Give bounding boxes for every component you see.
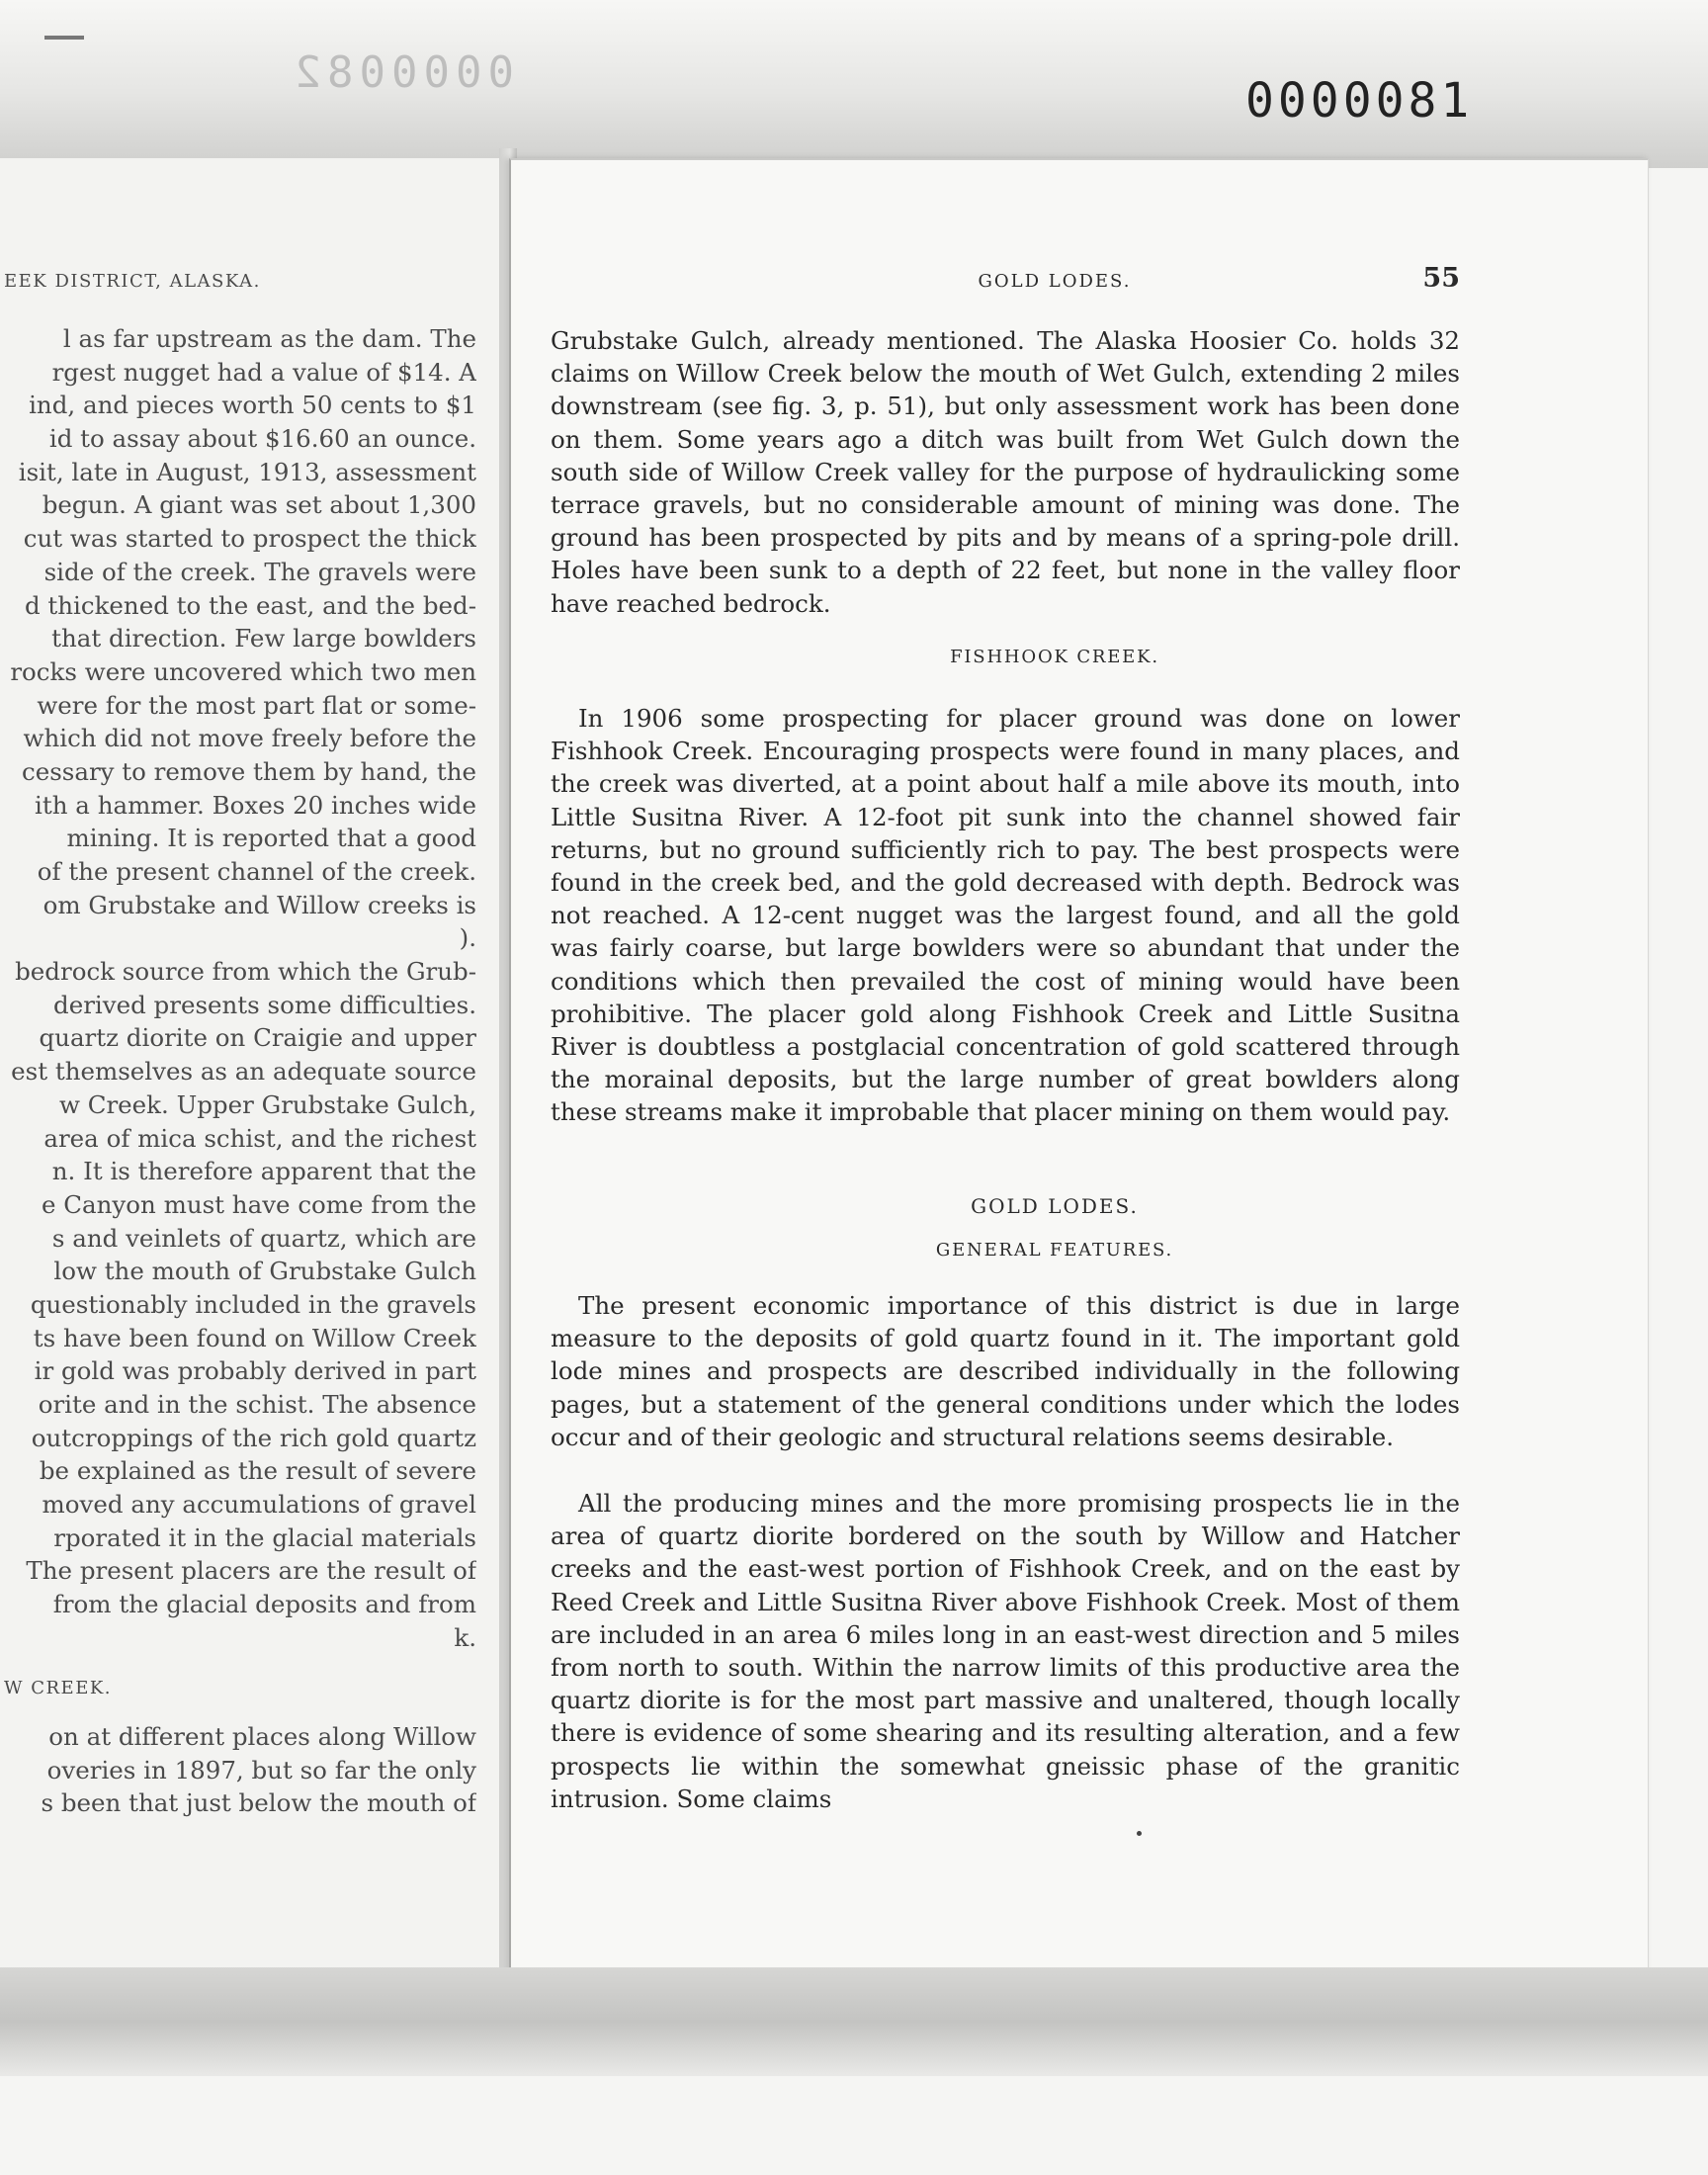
left-line: orite and in the schist. The absence: [38, 1390, 476, 1419]
left-line: d thickened to the east, and the bed-: [24, 590, 476, 620]
left-line: om Grubstake and Willow creeks is: [43, 890, 476, 919]
left-line: be explained as the result of severe: [39, 1456, 476, 1486]
left-line: outcroppings of the rich gold quartz: [31, 1423, 476, 1452]
left-line: k.: [454, 1622, 476, 1652]
left-line: quartz diorite on Craigie and upper: [39, 1023, 476, 1053]
left-line: e Canyon must have come from the: [42, 1189, 476, 1219]
left-line: isit, late in August, 1913, assessment: [18, 457, 476, 486]
heading-gold-lodes: GOLD LODES.: [971, 1194, 1139, 1218]
left-line: moved any accumulations of gravel: [42, 1490, 476, 1520]
paragraph-grubstake: Grubstake Gulch, already mentioned. The Alaska Hoosier Co. holds 32 claims on Willow Creek below the mouth of Wet Gulch, extending 2 miles downstream (see fig. 3, p. 51), but only assessment work has been done on them. Some years ago a ditch was built from Wet Gulch down the south side of Willow Creek valley for the purpose of hydraulicking some terrace gravels, but no considerable amount of mining was done. The ground has been prospected by pits and by means of a spring-pole drill. Holes have been sunk to a depth of 22 feet, but none in the valley floor have reached bedrock.: [551, 326, 1460, 618]
left-line: bedrock source from which the Grub-: [15, 957, 476, 987]
left-subheading: W CREEK.: [4, 1678, 112, 1698]
left-line: s been that just below the mouth of: [41, 1788, 476, 1818]
left-running-head: EEK DISTRICT, ALASKA.: [4, 271, 261, 292]
paragraph-producing-mines: All the producing mines and the more promising prospects lie in the area of quartz diorite bordered on the south by Willow and Hatcher creeks and the east-west portion of Fishhook Creek, and on the east by Reed Creek and Little Susitna River above Fishhook Creek. Most of them are included in an area 6 miles long in an east-west direction and 5 miles from north to south. Within the narrow limits of this productive area the quartz diorite is for the most part massive and unaltered, though locally there is evidence of some shearing and its resulting alteration, and a few prospects lie within the somewhat gneissic phase of the granitic intrusion. Some claims: [551, 1489, 1460, 1813]
left-line: of the present channel of the creek.: [37, 857, 476, 886]
left-line: rporated it in the glacial materials: [53, 1522, 476, 1552]
left-line: s and veinlets of quartz, which are: [51, 1223, 476, 1253]
left-line: ir gold was probably derived in part: [34, 1356, 476, 1386]
left-line: that direction. Few large bowlders: [51, 624, 476, 653]
left-line: cessary to remove them by hand, the: [21, 756, 476, 786]
left-line: which did not move freely before the: [23, 724, 476, 753]
left-line: est themselves as an adequate source: [11, 1057, 476, 1087]
left-line: ind, and pieces worth 50 cents to $1: [29, 391, 476, 420]
left-line: derived presents some difficulties.: [53, 990, 476, 1019]
left-line: begun. A giant was set about 1,300: [42, 490, 476, 520]
heading-general-features: GENERAL FEATURES.: [935, 1240, 1174, 1261]
left-line: overies in 1897, but so far the only: [46, 1755, 476, 1784]
left-line: ts have been found on Willow Creek: [33, 1323, 476, 1352]
left-line: on at different places along Willow: [48, 1722, 476, 1751]
left-line: rgest nugget had a value of $14. A: [51, 357, 476, 387]
left-line: were for the most part flat or some-: [37, 690, 476, 720]
paragraph-general: The present economic importance of this district is due in large measure to the deposits of gold quartz found in it. The important gold lode mines and prospects are described individually in the following pages, but a statement of the general conditions under which the lodes occur and of their geologic and structural relations seems desirable.: [551, 1291, 1460, 1451]
left-line: questionably included in the gravels: [30, 1289, 476, 1319]
left-line: area of mica schist, and the richest: [43, 1123, 476, 1153]
left-line: w Creek. Upper Grubstake Gulch,: [58, 1089, 476, 1119]
bleed-through-number: 0000082: [289, 47, 514, 97]
page-number: 55: [1422, 263, 1460, 294]
left-line: id to assay about $16.60 an ounce.: [48, 424, 476, 454]
left-page: [0, 158, 499, 1977]
left-text-lines-2: [0, 1720, 499, 1820]
scan-bottom-shadow: [0, 1967, 1708, 2076]
left-line: n. It is therefore apparent that the: [51, 1157, 476, 1186]
left-line: from the glacial deposits and from: [52, 1590, 476, 1619]
left-line: mining. It is reported that a good: [66, 824, 476, 853]
scan-mark: [44, 36, 84, 40]
paragraph-fishhook: In 1906 some prospecting for placer ground was done on lower Fishhook Creek. Encouraging prospects were found in many places, and the creek was diverted, at a point about half a mile above its mouth, into Little Susitna River. A 12-foot pit sunk into the channel showed fair returns, but no ground sufficiently rich to pay. The best prospects were found in the creek bed, and the gold decreased with depth. Bedrock was not reached. A 12-cent nugget was the largest found, and all the gold was fairly coarse, but large bowlders were so abundant that under the conditions which then prevailed the cost of mining would have been prohibitive. The placer gold along Fishhook Creek and Little Susitna River is doubtless a postglacial concentration of gold scattered through the morainal deposits, but the large number of great bowlders along these streams make it improbable that placer mining on them would pay.: [551, 704, 1460, 1127]
left-line: cut was started to prospect the thick: [23, 524, 476, 554]
left-line: l as far upstream as the dam. The: [62, 324, 476, 353]
left-line: low the mouth of Grubstake Gulch: [53, 1257, 476, 1286]
heading-fishhook-creek: FISHHOOK CREEK.: [950, 647, 1159, 667]
left-line: ith a hammer. Boxes 20 inches wide: [35, 790, 476, 820]
right-page: [509, 158, 1649, 1979]
left-line: side of the creek. The gravels were: [43, 557, 476, 586]
ink-speck: [1137, 1831, 1142, 1836]
running-head: GOLD LODES.: [978, 271, 1132, 292]
left-text-lines: [0, 322, 499, 1655]
left-line: ).: [459, 923, 476, 953]
left-line: rocks were uncovered which two men: [10, 656, 476, 686]
left-line: The present placers are the result of: [26, 1556, 476, 1586]
document-stamp-number: 0000081: [1245, 73, 1474, 129]
